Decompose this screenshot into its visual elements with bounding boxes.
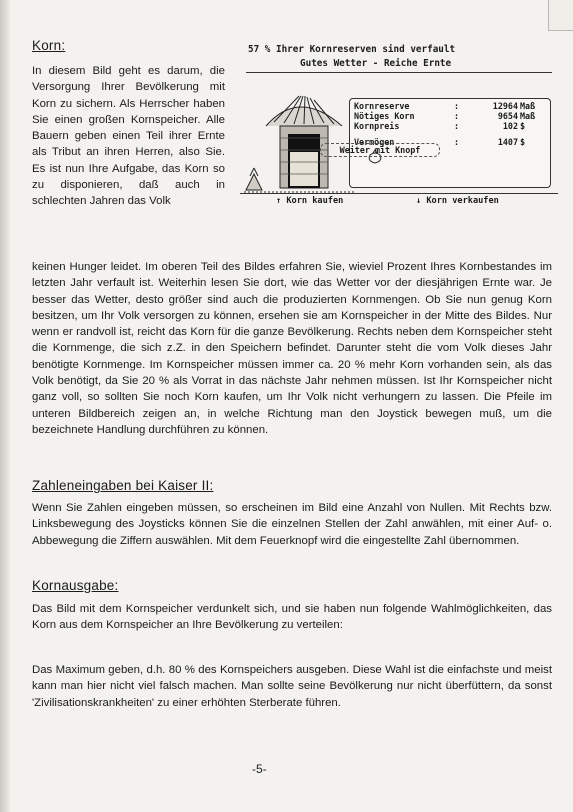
zahleneingaben-paragraph: Wenn Sie Zahlen eingeben müssen, so erscheinen im Bild eine Anzahl von Nullen. Mit Rechts bzw. Linksbewegung des Joysticks können Sie die einzelnen Stellen der Zahl anwählen, mit einer Auf- o. Abbewegung die Ziffern auswählen. Mit dem Feuerknopf wird die eingestellte Zahl übernommen.	[32, 502, 552, 547]
row-value-noetiges-korn: 9654	[497, 111, 518, 121]
continue-button-hint: Weiter mit Knopf	[320, 143, 440, 157]
page-number: -5-	[252, 762, 267, 776]
granary-body	[280, 126, 328, 188]
game-screenshot	[240, 38, 558, 208]
row-unit-vermoegen: $	[520, 137, 526, 147]
tent-icon	[246, 168, 262, 190]
zahleneingaben-text	[32, 500, 552, 549]
section-heading-kornausgabe: Kornausgabe:	[32, 578, 119, 593]
row-unit-kornreserve: Maß	[520, 101, 536, 111]
page-binding-edge	[0, 0, 10, 812]
rot-status-line: 57 % Ihrer Kornreserven sind verfault	[248, 44, 456, 55]
granary-roof	[266, 96, 342, 126]
row-unit-noetiges-korn: Maß	[520, 111, 536, 121]
korn-intro-paragraph: In diesem Bild geht es darum, die Versorgung Ihrer Bevölkerung mit Korn zu sichern. Als Herrscher haben Sie einen großen Kornspeicher. Alle Bauern geben einen Teil ihrer Ernte als Tribut an ihren Herren, also Sie. Es ist nun Ihre Aufgabe, das Korn so zu disponieren, daß auch in schlechten Jahren das Volk	[32, 65, 225, 208]
row-label-noetiges-korn: Nötiges Korn	[354, 111, 415, 121]
joystick-action-bar	[240, 193, 558, 208]
row-value-kornreserve: 12964	[492, 101, 518, 111]
section-heading-zahleneingaben: Zahleneingaben bei Kaiser II:	[32, 478, 214, 493]
row-unit-kornpreis: $	[520, 121, 526, 131]
row-value-vermoegen: 1407	[497, 137, 518, 147]
row-label-kornreserve: Kornreserve	[354, 101, 410, 111]
section-heading-korn: Korn:	[32, 38, 66, 53]
granary-illustration	[244, 82, 354, 194]
buy-grain-label: Korn kaufen	[286, 196, 344, 206]
arrow-down-icon: ↓	[416, 196, 422, 206]
kornausgabe-paragraph-2: Das Maximum geben, d.h. 80 % des Kornspeichers ausgeben. Diese Wahl ist die einfachste und meist kann man hier nicht viel falsch machen. Man sollte seine Bevölkerung nur nicht überfüttern, da sonst 'Zivilisationskrankheiten' zu einer erhöhten Sterberate führen.	[32, 664, 552, 709]
status-divider	[246, 72, 552, 73]
arrow-up-icon: ↑	[276, 196, 282, 206]
korn-intro-column	[32, 63, 225, 210]
korn-explanation	[32, 259, 552, 438]
row-label-kornpreis: Kornpreis	[354, 121, 400, 131]
row-separator: :	[454, 121, 460, 131]
row-value-kornpreis: 102	[502, 121, 518, 131]
sell-grain-label: Korn verkaufen	[426, 196, 499, 206]
row-label-vermoegen: Vermögen	[354, 137, 395, 147]
row-separator: :	[454, 111, 460, 121]
korn-explanation-paragraph: keinen Hunger leidet. Im oberen Teil des Bildes erfahren Sie, wieviel Prozent Ihres Kornbestandes im letzten Jahr verfault ist. Weiterhin lesen Sie dort, wie das Wetter vor der diesjährigen Ernte war. Je besser das Wetter, desto größer sind auch die produzierten Kornmengen. Ob Sie nun genug Korn besitzen, um Ihr Volk versorgen zu können, ersehen sie am Kornspeicher in der Mitte des Bildes. Nur wenn er randvoll ist, reicht das Korn für die ganze Bevölkerung. Rechts neben dem Kornspeicher steht die Kornmenge, die sich z.Z. in den Speichern befindet. Darunter steht die vom Volk dieses Jahr benötigte Kornmenge. Im Kornspeicher müssen immer ca. 20 % mehr Korn vorhanden sein, als das Volk benötigt, da Sie 20 % als Vorrat in das nächste Jahr nehmen müssen. Ist Ihr Kornspeicher nicht ganz voll, so sollten Sie noch Korn kaufen, um Ihr Volk nicht verhungern zu lassen. Die Pfeile im unteren Bildbereich zeigen an, in welche Richtung man den Joystick bewegen muß, um die bezeichnete Handlung durchführen zu können.	[32, 261, 552, 436]
weather-status-line: Gutes Wetter - Reiche Ernte	[300, 58, 452, 69]
kornausgabe-paragraph-1: Das Bild mit dem Kornspeicher verdunkelt sich, und sie haben nun folgende Wahlmöglichkeiten, das Korn aus dem Kornspeicher an Ihre Bevölkerung zu verteilen:	[32, 603, 552, 632]
row-separator: :	[454, 101, 460, 111]
kornausgabe-maximum	[32, 662, 552, 711]
row-separator: :	[454, 137, 460, 147]
sell-grain-action	[416, 196, 499, 206]
kornausgabe-intro	[32, 601, 552, 634]
page-corner	[548, 0, 573, 31]
buy-grain-action	[276, 196, 343, 206]
